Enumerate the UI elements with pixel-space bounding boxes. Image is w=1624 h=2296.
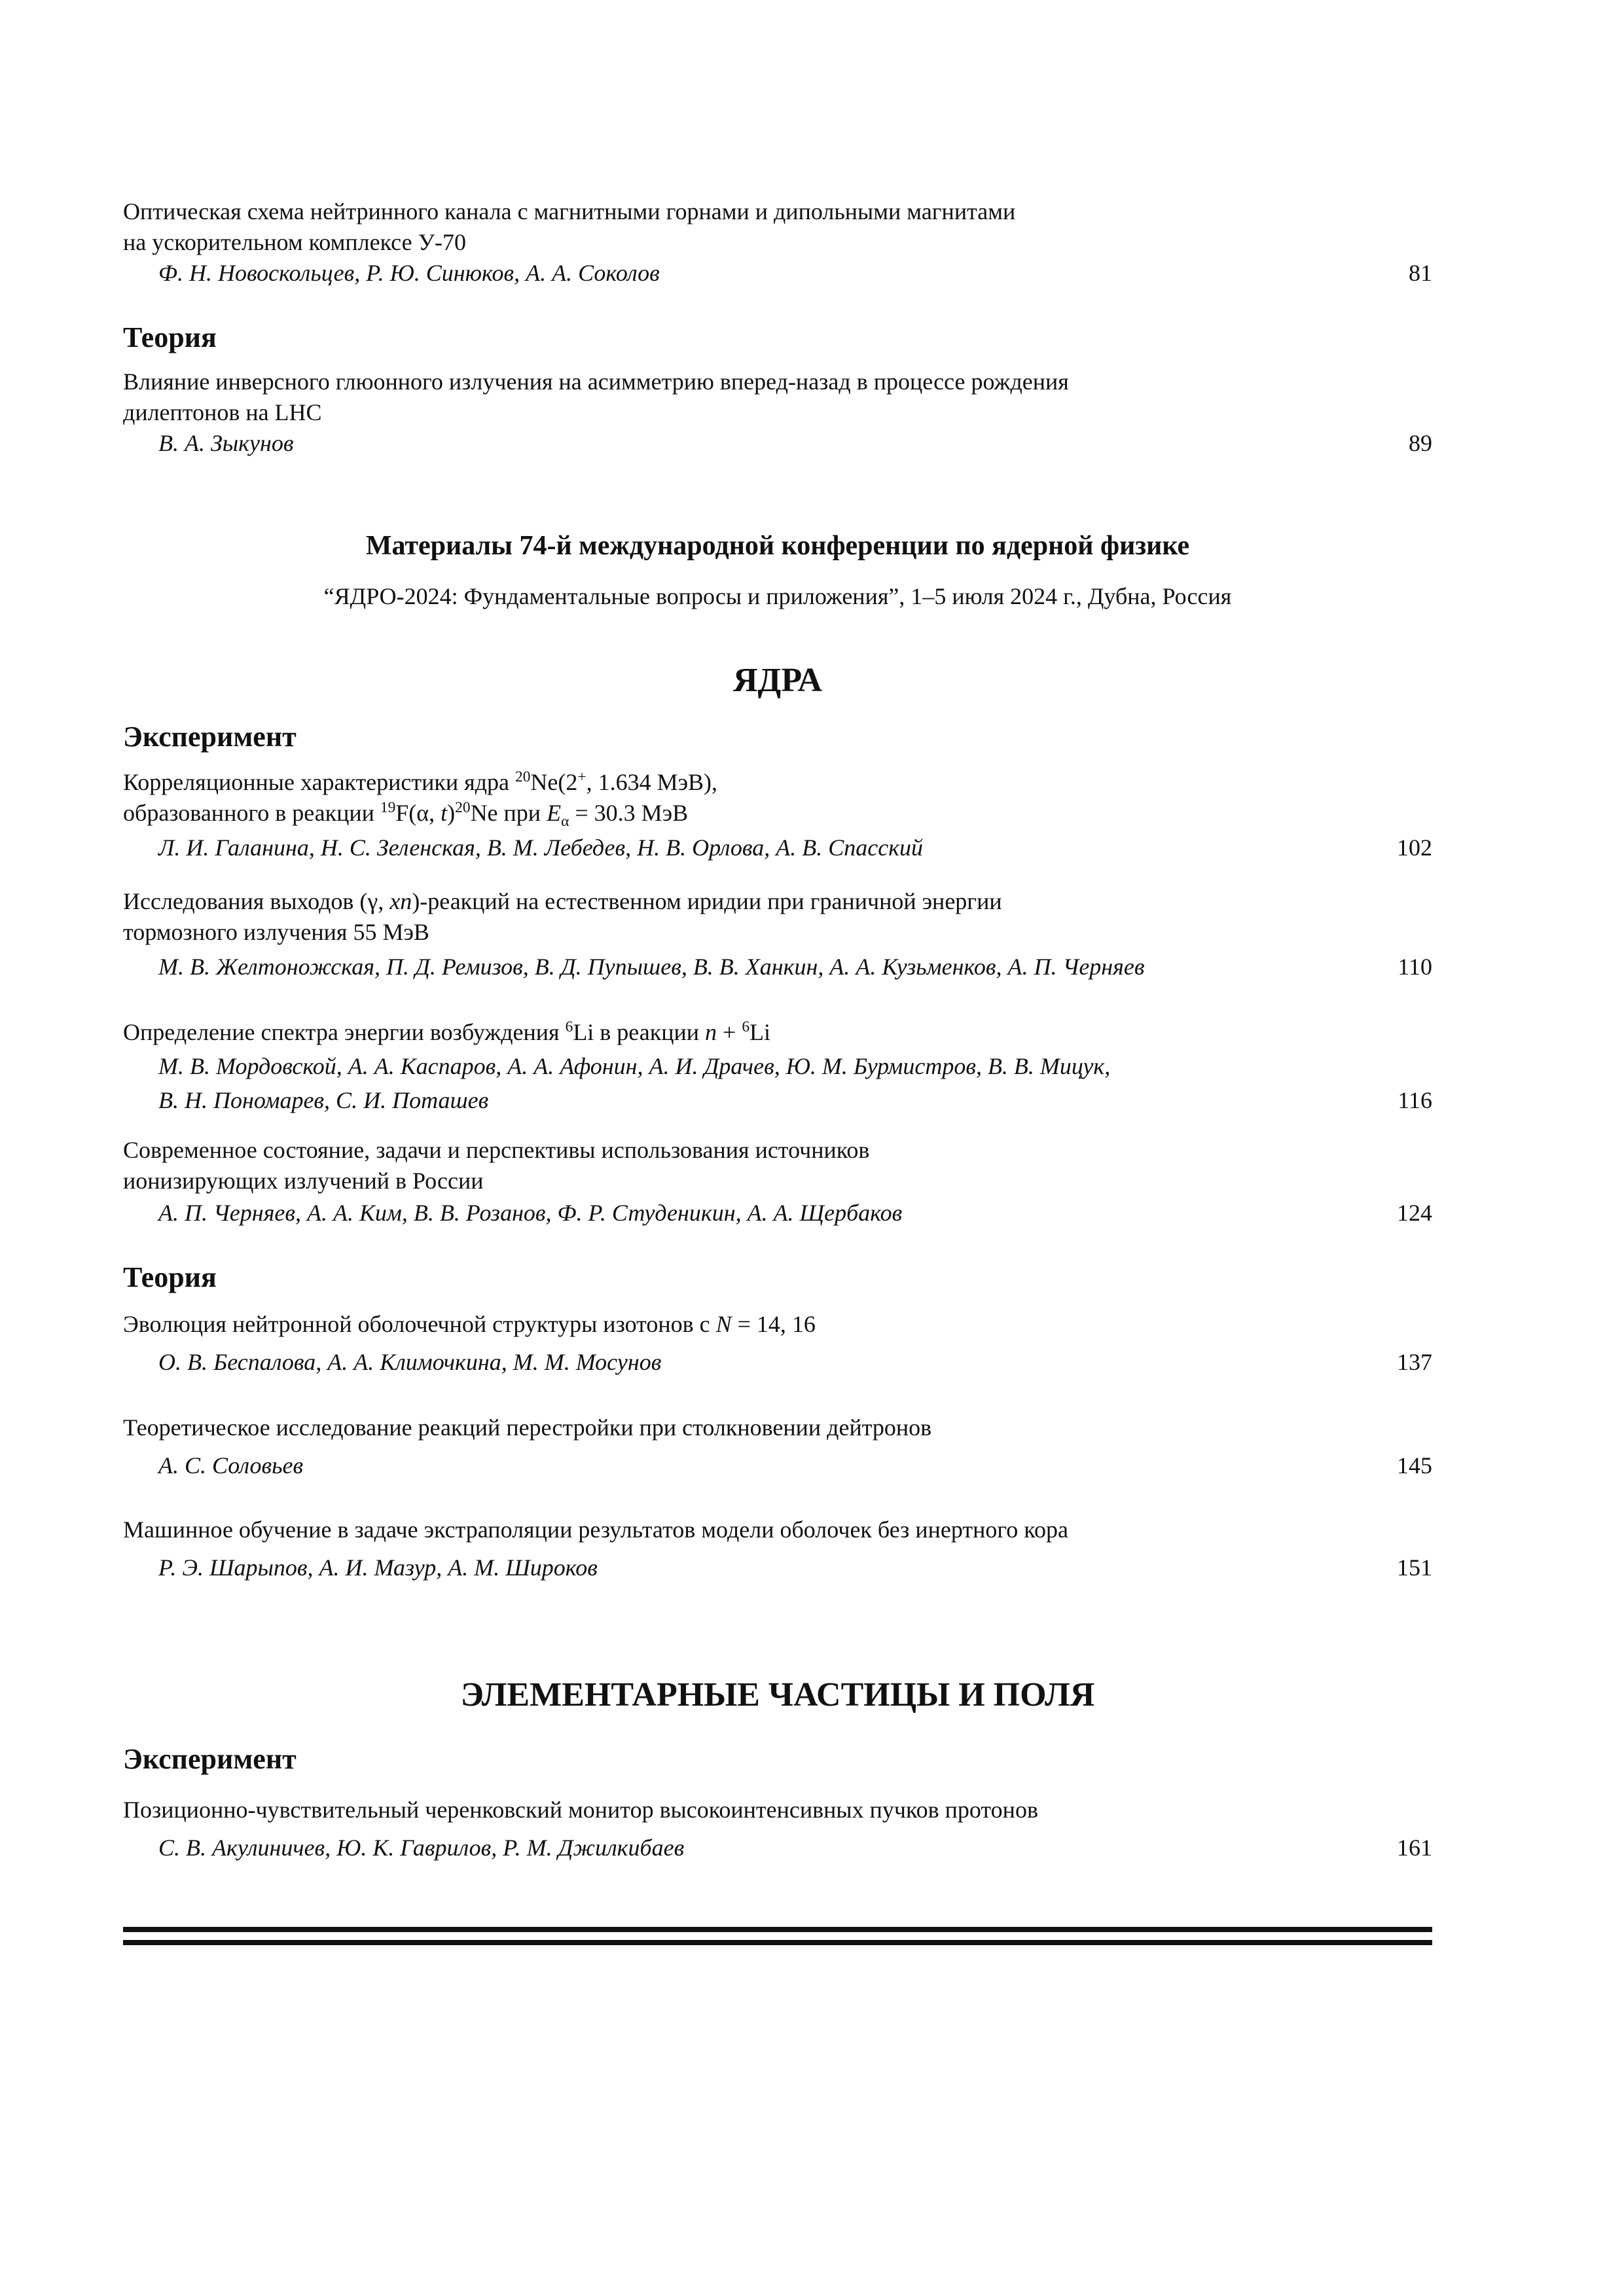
entry-title: Позиционно-чувствительный черенковский монитор высокоинтенсивных пучков протонов	[123, 1797, 1038, 1823]
entry-authors: Л. И. Галанина, Н. С. Зеленская, В. М. Лебедев, Н. В. Орлова, А. В. Спасский	[158, 834, 924, 861]
entry-page-number: 89	[1409, 430, 1432, 456]
entry-title-line: Влияние инверсного глюонного излучения на асимметрию вперед-назад в процессе рождения	[123, 368, 1069, 395]
entry-authors-row	[158, 1051, 1432, 1082]
entry-authors: М. В. Желтоножская, П. Д. Ремизов, В. Д. Пупышев, В. В. Ханкин, А. А. Кузьменков, А. П. Черняев	[158, 954, 1145, 980]
entry-page-number: 110	[1398, 954, 1432, 980]
toc-entry-ne20-correlation[interactable]	[123, 767, 1432, 864]
divider-rule-bottom	[123, 1940, 1432, 1945]
entry-title-line: Эволюция нейтронной оболочечной структуры изотонов с N = 14, 16	[123, 1311, 816, 1337]
entry-authors: Р. Э. Шарыпов, А. И. Мазур, А. М. Широков	[158, 1554, 598, 1581]
entry-authors: О. В. Беспалова, А. А. Климочкина, М. М. Мосунов	[158, 1349, 662, 1375]
section-title-particles: ЭЛЕМЕНТАРНЫЕ ЧАСТИЦЫ И ПОЛЯ	[460, 1676, 1095, 1713]
theory-heading-upper: Теория	[123, 321, 217, 353]
entry-authors-row	[158, 1198, 1432, 1229]
section-title-nuclei: ЯДРА	[733, 662, 822, 699]
toc-entry-machine-learning[interactable]	[123, 1515, 1432, 1587]
entry-authors-row	[158, 833, 1432, 863]
entry-title-line: тормозного излучения 55 МэВ	[123, 919, 429, 945]
experiment-heading-particles: Эксперимент	[123, 1743, 297, 1775]
toc-entry-isotones-evolution[interactable]	[123, 1309, 1432, 1381]
entry-title: Теоретическое исследование реакций перестройки при столкновении дейтронов	[123, 1414, 932, 1441]
entry-authors: С. В. Акулиничев, Ю. К. Гаврилов, Р. М. Джилкибаев	[158, 1835, 685, 1861]
entry-title-line: Определение спектра энергии возбуждения $^6$Li в реакции n + $^6$Li	[123, 1018, 771, 1045]
toc-entry-radiation-sources[interactable]	[123, 1135, 1432, 1232]
entry-title-line: Оптическая схема нейтринного канала с магнитными горнами и дипольными магнитами	[123, 198, 1016, 224]
entry-authors: А. П. Черняев, А. А. Ким, В. В. Розанов, Ф. Р. Студеникин, А. А. Щербаков	[158, 1200, 903, 1226]
entry-page-number: 145	[1397, 1452, 1432, 1479]
entry-page-number: 161	[1397, 1835, 1432, 1861]
entry-title-line: Современное состояние, задачи и перспективы использования источников	[123, 1137, 870, 1163]
entry-authors-row	[158, 1833, 1432, 1863]
entry-title-line: образованного в реакции $^{19}$F(α, t)$^{20}$Ne при $E_\alpha = 30.3$ МэВ	[123, 799, 689, 831]
entry-authors-line: В. Н. Пономарев, С. И. Поташев	[158, 1087, 489, 1113]
entry-title-line: на ускорительном комплексе У-70	[123, 229, 467, 255]
entry-authors-row	[158, 952, 1432, 982]
conference-title: Материалы 74-й международной конференции по ядерной физике	[365, 531, 1190, 561]
theory-heading-nuclei: Теория	[123, 1261, 217, 1293]
entry-authors: А. С. Соловьев	[158, 1452, 304, 1479]
entry-page-number: 116	[1398, 1087, 1432, 1113]
conference-subtitle: “ЯДРО-2024: Фундаментальные вопросы и приложения”, 1–5 июля 2024 г., Дубна, Россия	[323, 583, 1232, 609]
entry-page-number: 102	[1397, 834, 1432, 861]
entry-authors: Ф. Н. Новоскольцев, Р. Ю. Синюков, А. А. Соколов	[158, 260, 660, 286]
toc-entry-deuteron-rearrangement[interactable]	[123, 1412, 1432, 1484]
entry-title-line: Корреляционные характеристики ядра $^{20}$Ne(2+, 1.634 МэВ),	[123, 768, 718, 795]
entry-authors-row	[158, 1450, 1432, 1481]
toc-entry-cherenkov-monitor[interactable]	[123, 1795, 1432, 1867]
entry-title: Машинное обучение в задаче экстраполяции результатов модели оболочек без инертного кора	[123, 1516, 1068, 1543]
toc-entry-neutrino-channel[interactable]	[123, 196, 1432, 293]
entry-authors-row	[158, 1552, 1432, 1583]
toc-entry-iridium-yields[interactable]	[123, 886, 1432, 983]
entry-title-line: ионизирующих излучений в России	[123, 1168, 484, 1194]
entry-page-number: 81	[1409, 260, 1432, 286]
entry-title-line: дилептонов на LHC	[123, 399, 322, 425]
entry-authors-row	[158, 428, 1432, 459]
toc-entry-gluon-radiation[interactable]	[123, 367, 1432, 463]
entry-page-number: 151	[1397, 1554, 1432, 1581]
entry-page-number: 137	[1397, 1349, 1432, 1375]
entry-authors-row	[158, 1347, 1432, 1378]
entry-authors-line: М. В. Мордовской, А. А. Каспаров, А. А. Афонин, А. И. Драчев, Ю. М. Бурмистров, В. В. Мицук,	[158, 1053, 1111, 1079]
entry-authors-row	[158, 258, 1432, 289]
entry-authors-row	[158, 1085, 1432, 1116]
toc-entry-li6-spectrum[interactable]	[123, 1017, 1432, 1122]
entry-authors: В. А. Зыкунов	[158, 430, 294, 456]
entry-title-line: Исследования выходов (γ, xn)-реакций на естественном иридии при граничной энергии	[123, 888, 1002, 914]
experiment-heading-nuclei: Эксперимент	[123, 721, 297, 753]
divider-rule-top	[123, 1927, 1432, 1932]
entry-page-number: 124	[1397, 1200, 1432, 1226]
